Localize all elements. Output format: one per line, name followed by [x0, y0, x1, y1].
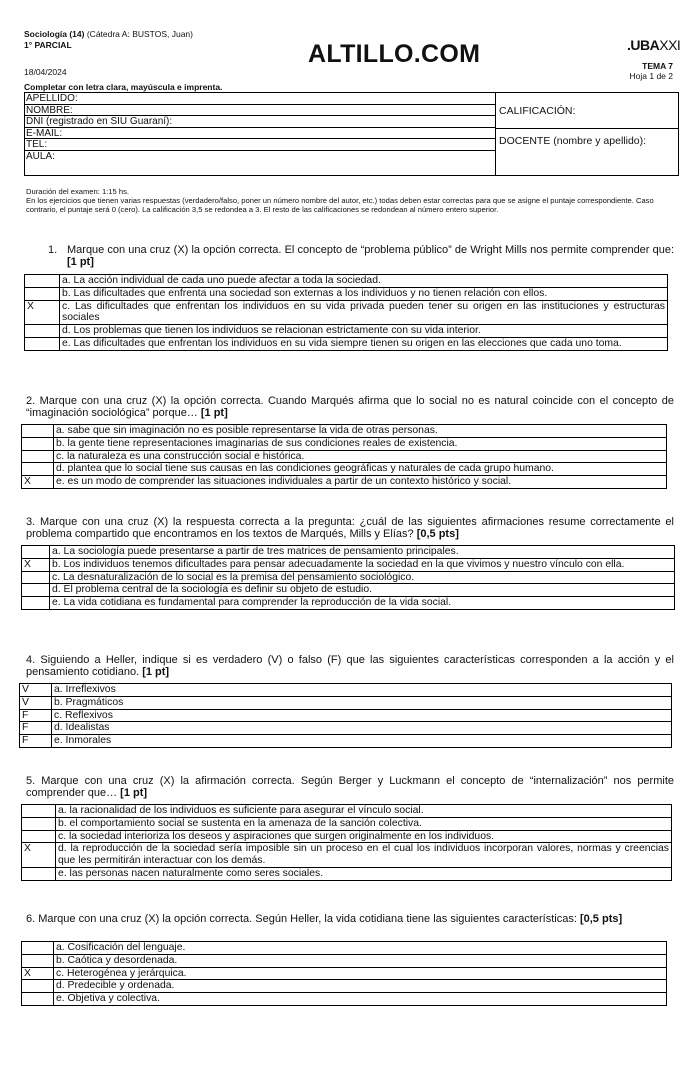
uba-logo-suffix: XXI [659, 37, 681, 53]
question-1-option-row [25, 287, 668, 300]
answer-mark-cell[interactable] [22, 425, 54, 438]
answer-mark-cell[interactable] [25, 275, 60, 288]
answer-mark-cell[interactable]: F [20, 735, 52, 748]
option-text: e. las personas nacen naturalmente como seres sociales. [56, 867, 672, 880]
question-5-option-row [22, 867, 672, 880]
course-name: Sociología (14) [24, 29, 85, 39]
answer-mark-cell[interactable] [22, 867, 56, 880]
question-1-option-row [25, 337, 668, 350]
answer-mark-cell[interactable] [25, 325, 60, 338]
answer-mark-cell[interactable] [22, 546, 50, 559]
answer-mark-cell[interactable] [25, 337, 60, 350]
student-fields [25, 93, 496, 175]
question-3-points: [0,5 pts] [416, 528, 459, 540]
exam-label: 1° PARCIAL [24, 40, 72, 50]
question-6 [26, 913, 674, 925]
option-text: b. Los individuos tenemos dificultades para pensar adecuadamente la sociedad en la que vivimos y nuestro vínculo con ella. [50, 558, 675, 571]
complete-note: Completar con letra clara, mayúscula e imprenta. [24, 82, 223, 92]
question-5 [26, 775, 674, 799]
answer-mark-cell[interactable] [22, 993, 54, 1006]
question-2-option-row [22, 425, 667, 438]
option-text: a. Irreflexivos [52, 684, 672, 697]
question-4-points: [1 pt] [142, 666, 170, 678]
answer-mark-cell[interactable]: V [20, 684, 52, 697]
question-6-options [21, 941, 667, 1006]
field-nombre[interactable]: NOMBRE: [25, 105, 495, 117]
answer-mark-cell[interactable] [22, 830, 56, 843]
question-1-number: 1. [48, 244, 58, 256]
question-4-options [19, 683, 672, 748]
option-text: d. El problema central de la sociología es definir su objeto de estudio. [50, 584, 675, 597]
grading-fields [496, 93, 679, 175]
answer-mark-cell[interactable]: F [20, 709, 52, 722]
question-6-text: 6. Marque con una cruz (X) la opción correcta. Según Heller, la vida cotidiana tiene las siguientes características: [26, 913, 577, 925]
answer-mark-cell[interactable] [25, 287, 60, 300]
option-text: c. Heterogénea y jerárquica. [54, 967, 667, 980]
option-text: c. la sociedad interioriza los deseos y aspiraciones que surgen originalmente en los individuos. [56, 830, 672, 843]
question-1-stem [48, 244, 674, 268]
question-3-option-row [22, 571, 675, 584]
uba-logo-text: .UBA [627, 37, 660, 53]
question-2-text: 2. Marque con una cruz (X) la opción correcta. Cuando Marqués afirma que lo social no es natural coincide con el concepto de “imaginación sociológica” porque… [26, 395, 674, 419]
option-text: c. Reflexivos [52, 709, 672, 722]
answer-mark-cell[interactable] [22, 980, 54, 993]
question-3-option-row [22, 546, 675, 559]
question-6-option-row [22, 980, 667, 993]
field-calificacion[interactable]: CALIFICACIÓN: [496, 93, 679, 129]
question-2-option-row [22, 450, 667, 463]
field-docente[interactable]: DOCENTE (nombre y apellido): [499, 135, 647, 147]
question-3-option-row [22, 597, 675, 610]
question-4-option-row [20, 696, 672, 709]
answer-mark-cell[interactable] [22, 942, 54, 955]
option-text: b. la gente tiene representaciones imaginarias de sus condiciones reales de existencia. [54, 437, 667, 450]
question-3-option-row [22, 558, 675, 571]
field-aula[interactable]: AULA: [26, 150, 55, 162]
answer-mark-cell[interactable]: X [22, 843, 56, 868]
question-4-text: 4. Siguiendo a Heller, indique si es verdadero (V) o falso (F) que las siguientes características corresponden a la acción y el pensamiento cotidiano. [26, 654, 674, 678]
rules-text: En los ejercicios que tienen varias respuestas (verdadero/falso, poner un número nombre del autor, etc.) todas deben estar correctas para que se asigne el puntaje correspondiente. Caso contrario, el puntaje será 0 (cero). La calificación 3,5 se redondea a 3. El resto de las calificaciones se redondean al número entero superior. [26, 196, 654, 214]
field-tel[interactable]: TEL: [25, 139, 495, 151]
question-1 [48, 244, 674, 268]
option-text: e. es un modo de comprender las situaciones individuales a partir de un contexto histórico y social. [54, 476, 667, 489]
question-1-option-row [25, 325, 668, 338]
option-text: e. La vida cotidiana es fundamental para comprender la reproducción de la vida social. [50, 597, 675, 610]
option-text: b. Pragmáticos [52, 696, 672, 709]
option-text: c. La desnaturalización de lo social es la premisa del pensamiento sociológico. [50, 571, 675, 584]
question-6-option-row [22, 942, 667, 955]
page-indicator: Hoja 1 de 2 [629, 71, 673, 81]
option-text: d. plantea que lo social tiene sus causas en las condiciones geográficas y naturales de cada grupo humano. [54, 463, 667, 476]
answer-mark-cell[interactable] [22, 817, 56, 830]
uba-logo [627, 37, 680, 53]
question-2 [26, 395, 674, 419]
option-text: e. Las dificultades que enfrentan los individuos en su vida siempre tienen su origen en las elecciones que cada uno toma. [60, 337, 668, 350]
student-info-table [24, 92, 679, 176]
option-text: b. Caótica y desordenada. [54, 954, 667, 967]
course-chair: (Cátedra A: BUSTOS, Juan) [86, 29, 193, 39]
question-5-option-row [22, 830, 672, 843]
option-text: c. Las dificultades que enfrentan los individuos en su vida privada pueden tener su origen en las instituciones y estructuras sociales [60, 300, 668, 325]
answer-mark-cell[interactable] [22, 805, 56, 818]
question-2-option-row [22, 476, 667, 489]
answer-mark-cell[interactable] [22, 450, 54, 463]
question-6-option-row [22, 967, 667, 980]
question-3-options [21, 545, 675, 610]
course-line [24, 29, 193, 39]
answer-mark-cell[interactable]: X [22, 558, 50, 571]
option-text: e. Objetiva y colectiva. [54, 993, 667, 1006]
brand-logo: ALTILLO.COM [308, 40, 481, 68]
question-4-option-row [20, 722, 672, 735]
question-6-option-row [22, 954, 667, 967]
question-1-text: Marque con una cruz (X) la opción correcta. El concepto de “problema público” de Wright Mills nos permite comprender que: [67, 244, 674, 256]
answer-mark-cell[interactable]: X [22, 967, 54, 980]
answer-mark-cell[interactable] [22, 584, 50, 597]
question-5-option-row [22, 817, 672, 830]
question-4-option-row [20, 735, 672, 748]
question-1-option-row [25, 300, 668, 325]
instructions [26, 187, 666, 214]
question-6-points: [0,5 pts] [579, 913, 623, 925]
question-2-option-row [22, 437, 667, 450]
answer-mark-cell[interactable]: X [25, 300, 60, 325]
option-text: a. Cosificación del lenguaje. [54, 942, 667, 955]
field-dni[interactable]: DNI (registrado en SIU Guaraní): [25, 116, 495, 128]
option-text: c. la naturaleza es una construcción social e histórica. [54, 450, 667, 463]
option-text: d. la reproducción de la sociedad sería imposible sin un proceso en el cual los individuos incorporan valores, normas y creencias que les permitirán interactuar con los demás. [56, 843, 672, 868]
question-1-options [24, 274, 668, 351]
question-4-option-row [20, 709, 672, 722]
question-4 [26, 654, 674, 678]
field-email[interactable]: E-MAIL: [25, 128, 495, 140]
answer-mark-cell[interactable] [22, 597, 50, 610]
question-5-text: 5. Marque con una cruz (X) la afirmación correcta. Según Berger y Luckmann el concepto de “internalización” nos permite comprender que… [26, 775, 674, 799]
option-text: e. Inmorales [52, 735, 672, 748]
answer-mark-cell[interactable] [22, 954, 54, 967]
exam-date: 18/04/2024 [24, 67, 67, 77]
question-1-points: [1 pt] [67, 256, 94, 268]
answer-mark-cell[interactable]: V [20, 696, 52, 709]
question-6-option-row [22, 993, 667, 1006]
option-text: a. La acción individual de cada uno puede afectar a toda la sociedad. [60, 275, 668, 288]
question-5-option-row [22, 843, 672, 868]
tema-label: TEMA 7 [642, 61, 673, 71]
option-text: a. sabe que sin imaginación no es posible representarse la vida de otras personas. [54, 425, 667, 438]
duration-text: Duración del examen: 1:15 hs. [26, 187, 129, 196]
option-text: b. Las dificultades que enfrenta una sociedad son externas a los individuos y no tienen relación con ellos. [60, 287, 668, 300]
option-text: d. Idealistas [52, 722, 672, 735]
question-2-points: [1 pt] [200, 407, 228, 419]
answer-mark-cell[interactable] [22, 437, 54, 450]
answer-mark-cell[interactable]: F [20, 722, 52, 735]
option-text: d. Predecible y ordenada. [54, 980, 667, 993]
question-3-option-row [22, 584, 675, 597]
answer-mark-cell[interactable] [22, 463, 54, 476]
option-text: b. el comportamiento social se sustenta en la amenaza de la sanción colectiva. [56, 817, 672, 830]
question-1-option-row [25, 275, 668, 288]
option-text: a. la racionalidad de los individuos es suficiente para asegurar el vínculo social. [56, 805, 672, 818]
option-text: a. La sociología puede presentarse a partir de tres matrices de pensamiento principales. [50, 546, 675, 559]
question-5-options [21, 804, 672, 881]
answer-mark-cell[interactable]: X [22, 476, 54, 489]
question-3-text: 3. Marque con una cruz (X) la respuesta correcta a la pregunta: ¿cuál de las siguientes afirmaciones resume correctamente el problema compartido que encontramos en los textos de Marqués, Mills y Elías? [26, 516, 674, 540]
question-3 [26, 516, 674, 540]
question-4-option-row [20, 684, 672, 697]
question-5-option-row [22, 805, 672, 818]
field-apellido[interactable]: APELLIDO: [25, 93, 495, 105]
option-text: d. Los problemas que tienen los individuos se relacionan estrictamente con su vida interior. [60, 325, 668, 338]
question-2-options [21, 424, 667, 489]
answer-mark-cell[interactable] [22, 571, 50, 584]
question-5-points: [1 pt] [120, 787, 148, 799]
question-2-option-row [22, 463, 667, 476]
